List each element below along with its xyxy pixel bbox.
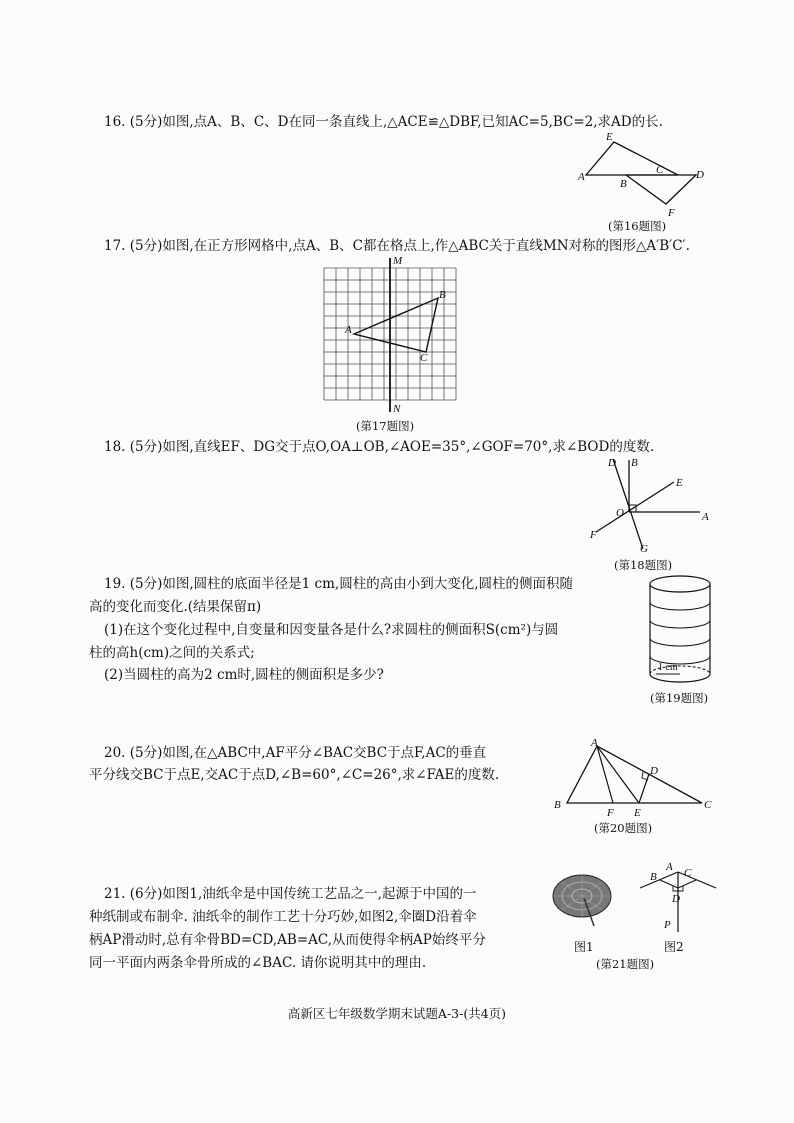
q16-caption: (第16题图) (608, 219, 667, 233)
q17-figure (310, 254, 470, 416)
q17-label-C: C (420, 352, 428, 364)
q16-label-E: E (606, 131, 613, 143)
q21-line3: 柄AP滑动时,总有伞骨BD=CD,AB=AC,从而使得伞柄AP始终平分 (89, 932, 486, 948)
q18-label-F: F (590, 529, 597, 541)
q16-label-A: A (578, 171, 585, 183)
q20-label-B: B (554, 799, 561, 811)
q21-line1: 21. (6分)如图1,油纸伞是中国传统工艺品之一,起源于中国的一 (104, 886, 477, 902)
q18-caption: (第18题图) (614, 558, 673, 572)
q17-label-M: M (393, 255, 403, 267)
q16-label-D: D (696, 169, 704, 181)
q21-label-D: D (672, 893, 680, 905)
q16-label-F: F (668, 207, 675, 219)
q20-label-D: D (650, 765, 658, 777)
q19-line1: 19. (5分)如图,圆柱的底面半径是1 cm,圆柱的高由小到大变化,圆柱的侧面积随 (104, 576, 573, 592)
q21-label-C: C (684, 867, 692, 879)
q21-label-P: P (664, 919, 671, 931)
q19-part1a: (1)在这个变化过程中,自变量和因变量各是什么?求圆柱的侧面积S(cm²)与圆 (104, 622, 559, 638)
q20-label-E: E (634, 807, 641, 819)
q20-line2: 平分线交BC于点E,交AC于点D,∠B=60°,∠C=26°,求∠FAE的度数. (89, 767, 500, 783)
q20-label-A: A (591, 737, 598, 749)
q16-label-B: B (620, 178, 627, 190)
q17-label-N: N (393, 403, 401, 415)
q19-part1b: 柱的高h(cm)之间的关系式; (89, 645, 255, 661)
q19-radius-label: 1 cm (658, 662, 678, 673)
q21-fig2-label: 图2 (664, 940, 684, 954)
q20-label-F: F (607, 807, 614, 819)
q21-label-B: B (650, 871, 657, 883)
q17-label-A: A (345, 324, 352, 336)
q20-caption: (第20题图) (594, 821, 653, 835)
q20-figure (550, 734, 720, 820)
q17-text: 17. (5分)如图,在正方形网格中,点A、B、C都在格点上,作△ABC关于直线MN对称的图形△A′B′C′. (104, 238, 690, 254)
q21-fig2-diagram (630, 860, 720, 940)
q16-label-C: C (656, 164, 664, 176)
q18-label-D: D (608, 457, 616, 469)
q19-cylinder-figure (646, 572, 716, 687)
q19-caption: (第19题图) (650, 691, 709, 705)
q18-figure (588, 454, 718, 554)
q17-caption: (第17题图) (356, 419, 415, 433)
q18-text: 18. (5分)如图,直线EF、DG交于点O,OA⊥OB,∠AOE=35°,∠GOF=70°,求∠BOD的度数. (104, 439, 655, 455)
q18-label-G: G (640, 543, 648, 555)
q21-caption: (第21题图) (596, 957, 655, 971)
q17-label-B: B (439, 289, 446, 301)
q20-label-C: C (704, 799, 712, 811)
q18-label-A: A (702, 511, 709, 523)
q21-fig1-umbrella (550, 868, 614, 932)
q16-figure (576, 130, 716, 220)
q18-label-O: O (616, 507, 624, 519)
page-footer: 高新区七年级数学期末试题A-3-(共4页) (287, 1006, 507, 1021)
q20-line1: 20. (5分)如图,在△ABC中,AF平分∠BAC交BC于点F,AC的垂直 (104, 745, 487, 761)
q18-label-E: E (676, 477, 683, 489)
q21-line4: 同一平面内两条伞骨所成的∠BAC. 请你说明其中的理由. (89, 955, 427, 971)
q16-text: 16. (5分)如图,点A、B、C、D在同一条直线上,△ACE≌△DBF,已知AC=5,BC=2,求AD的长. (104, 114, 663, 130)
q21-line2: 种纸制或布制伞. 油纸伞的制作工艺十分巧妙,如图2,伞圈D沿着伞 (89, 909, 477, 925)
q21-label-A: A (666, 861, 673, 873)
q19-line2: 高的变化而变化.(结果保留π) (89, 599, 262, 615)
q18-label-B: B (631, 457, 638, 469)
q21-fig1-label: 图1 (574, 940, 594, 954)
q19-part2: (2)当圆柱的高为2 cm时,圆柱的侧面积是多少? (104, 667, 384, 683)
